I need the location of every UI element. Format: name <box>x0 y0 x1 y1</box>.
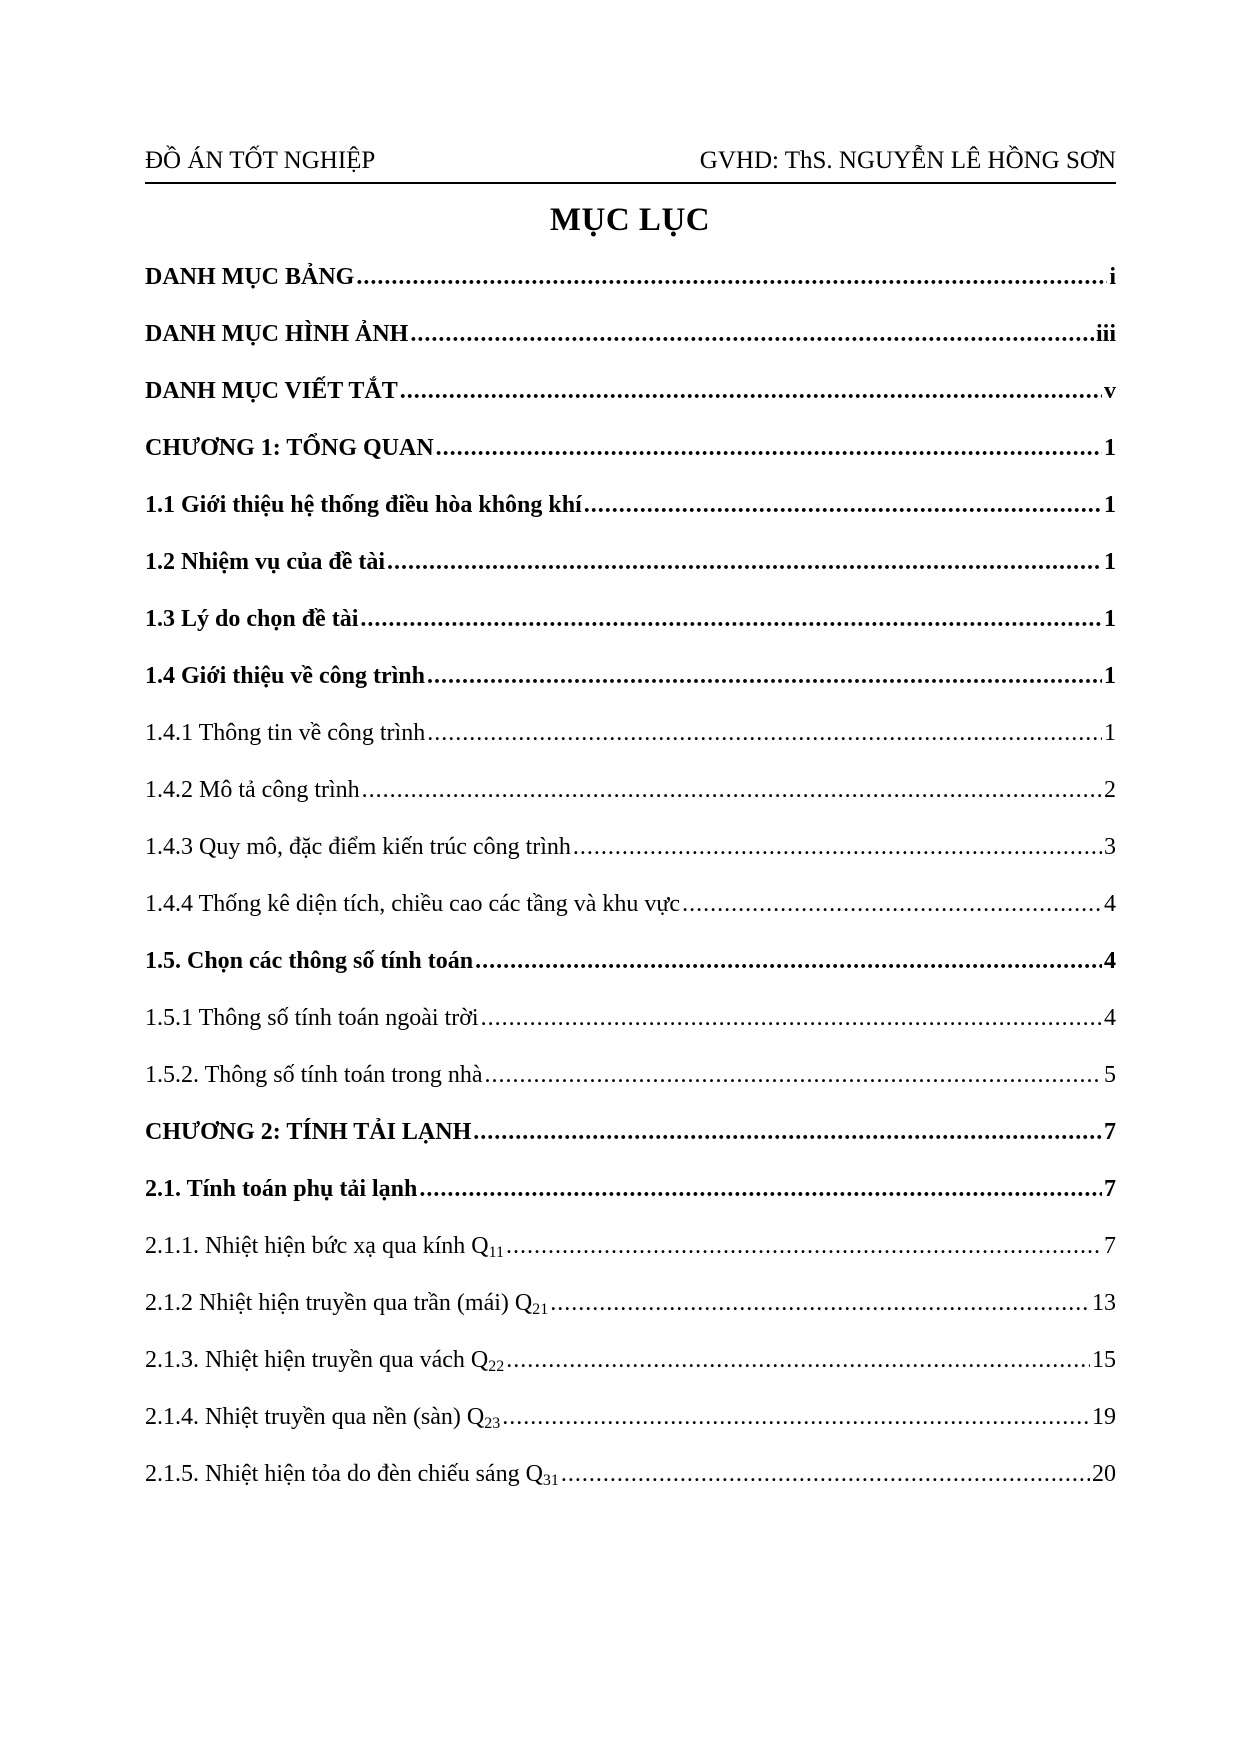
dot-leader <box>356 262 1107 292</box>
toc-entry-label <box>145 889 680 919</box>
toc-entry-text: 1.4.2 Mô tả công trình <box>145 777 360 803</box>
toc-entry-label <box>145 1288 548 1318</box>
toc-entry[interactable] <box>145 832 1116 889</box>
toc-entry-text: 1.5. Chọn các thông số tính toán <box>145 948 474 974</box>
header-supervisor: GVHD: ThS. NGUYỄN LÊ HỒNG SƠN <box>699 147 1116 174</box>
toc-entry-label <box>145 262 354 292</box>
dot-leader <box>419 1174 1102 1204</box>
toc-entry-label <box>145 718 425 748</box>
toc-entry-page-number: 15 <box>1092 1347 1116 1373</box>
toc-entry-label <box>145 1060 483 1090</box>
toc-entry[interactable] <box>145 1174 1116 1231</box>
toc-entry[interactable] <box>145 1288 1116 1345</box>
toc-entry-subscript: 23 <box>484 1415 501 1432</box>
toc-entry-page-number: v <box>1104 378 1116 404</box>
toc-entry-label <box>145 661 425 691</box>
toc-entry-page-number: 4 <box>1104 891 1116 917</box>
toc-entry-page-number: 2 <box>1104 777 1116 803</box>
dot-leader <box>436 433 1102 463</box>
toc-entry-page-number: i <box>1109 264 1116 290</box>
toc-entry-label <box>145 775 360 805</box>
toc-entry-text: 1.4 Giới thiệu về công trình <box>145 663 425 689</box>
toc-entry[interactable] <box>145 1345 1116 1402</box>
toc-entry-text: 2.1.4. Nhiệt truyền qua nền (sàn) Q <box>145 1404 485 1430</box>
toc-entry-text: 1.3 Lý do chọn đề tài <box>145 606 359 632</box>
toc-entry-page-number: 5 <box>1104 1062 1116 1088</box>
toc-entry-subscript: 21 <box>532 1301 549 1318</box>
toc-entry[interactable] <box>145 433 1116 490</box>
dot-leader <box>682 889 1102 919</box>
toc-entry-label <box>145 1117 471 1147</box>
toc-entry-page-number: 1 <box>1104 549 1116 575</box>
toc-entry-page-number: 19 <box>1092 1404 1116 1430</box>
dot-leader <box>506 1345 1090 1375</box>
toc-entry-text: 2.1.1. Nhiệt hiện bức xạ qua kính Q <box>145 1233 489 1259</box>
toc-entry-subscript: 22 <box>488 1358 505 1375</box>
toc-entry-page-number: 4 <box>1104 1005 1116 1031</box>
toc-entry-page-number: 1 <box>1104 492 1116 518</box>
dot-leader <box>550 1288 1090 1318</box>
toc-entry-text: DANH MỤC HÌNH ẢNH <box>145 321 409 347</box>
toc-entry-text: 1.4.4 Thống kê diện tích, chiều cao các tầng và khu vực <box>145 891 681 917</box>
toc-list <box>145 262 1116 1516</box>
dot-leader <box>481 1003 1102 1033</box>
toc-entry[interactable] <box>145 262 1116 319</box>
dot-leader <box>427 718 1102 748</box>
toc-entry[interactable] <box>145 1459 1116 1516</box>
toc-entry[interactable] <box>145 946 1116 1003</box>
toc-entry[interactable] <box>145 604 1116 661</box>
toc-entry-text: 1.1 Giới thiệu hệ thống điều hòa không khí <box>145 492 582 518</box>
toc-entry-page-number: 1 <box>1104 720 1116 746</box>
dot-leader <box>362 775 1102 805</box>
toc-entry-text: 1.5.1 Thông số tính toán ngoài trời <box>145 1005 479 1031</box>
toc-entry-text: 2.1. Tính toán phụ tải lạnh <box>145 1176 418 1202</box>
dot-leader <box>427 661 1102 691</box>
toc-entry-text: DANH MỤC VIẾT TẮT <box>145 378 398 404</box>
dot-leader <box>400 376 1102 406</box>
toc-entry-label <box>145 376 398 406</box>
page-header <box>145 146 1116 184</box>
toc-entry-text: 2.1.2 Nhiệt hiện truyền qua trần (mái) Q <box>145 1290 533 1316</box>
toc-entry-label <box>145 1174 417 1204</box>
dot-leader <box>360 604 1102 634</box>
toc-entry-subscript: 31 <box>542 1472 559 1489</box>
toc-entry-label <box>145 490 582 520</box>
toc-entry-page-number: 1 <box>1104 435 1116 461</box>
toc-entry[interactable] <box>145 376 1116 433</box>
toc-entry-label <box>145 1345 504 1375</box>
toc-entry[interactable] <box>145 775 1116 832</box>
toc-entry-label <box>145 946 473 976</box>
toc-entry-page-number: 3 <box>1104 834 1116 860</box>
toc-entry-label <box>145 604 358 634</box>
header-document-type: ĐỒ ÁN TỐT NGHIỆP <box>145 147 376 174</box>
toc-entry[interactable] <box>145 1060 1116 1117</box>
toc-entry[interactable] <box>145 1003 1116 1060</box>
toc-entry[interactable] <box>145 661 1116 718</box>
toc-entry-label <box>145 1231 504 1261</box>
toc-entry-page-number: 7 <box>1104 1119 1116 1145</box>
toc-entry-page-number: 1 <box>1104 606 1116 632</box>
toc-entry-text: 1.2 Nhiệm vụ của đề tài <box>145 549 385 575</box>
toc-entry[interactable] <box>145 490 1116 547</box>
toc-entry-page-number: 1 <box>1104 663 1116 689</box>
dot-leader <box>561 1459 1090 1489</box>
toc-entry[interactable] <box>145 889 1116 946</box>
toc-entry-text: 1.4.1 Thông tin về công trình <box>145 720 426 746</box>
toc-entry-text: 1.4.3 Quy mô, đặc điểm kiến trúc công trình <box>145 834 571 860</box>
toc-entry-label <box>145 1003 479 1033</box>
toc-entry-label <box>145 832 571 862</box>
dot-leader <box>584 490 1102 520</box>
toc-entry-label <box>145 547 385 577</box>
toc-entry-text: 2.1.3. Nhiệt hiện truyền qua vách Q <box>145 1347 489 1373</box>
toc-entry[interactable] <box>145 547 1116 604</box>
toc-entry[interactable] <box>145 319 1116 376</box>
toc-entry-label <box>145 433 434 463</box>
dot-leader <box>387 547 1102 577</box>
dot-leader <box>502 1402 1090 1432</box>
toc-entry-page-number: 7 <box>1104 1233 1116 1259</box>
toc-entry-text: 2.1.5. Nhiệt hiện tỏa do đèn chiếu sáng Q <box>145 1461 543 1487</box>
toc-entry[interactable] <box>145 1117 1116 1174</box>
toc-entry-text: 1.5.2. Thông số tính toán trong nhà <box>145 1062 483 1088</box>
toc-entry-subscript: 11 <box>488 1244 505 1261</box>
toc-entry-page-number: 20 <box>1092 1461 1116 1487</box>
dot-leader <box>485 1060 1102 1090</box>
toc-entry[interactable] <box>145 1231 1116 1288</box>
dot-leader <box>506 1231 1102 1261</box>
toc-entry-label <box>145 319 408 349</box>
toc-entry[interactable] <box>145 1402 1116 1459</box>
dot-leader <box>473 1117 1102 1147</box>
dot-leader <box>475 946 1102 976</box>
toc-entry-page-number: 4 <box>1104 948 1116 974</box>
toc-entry-page-number: 13 <box>1092 1290 1116 1316</box>
toc-title: MỤC LỤC <box>549 202 711 238</box>
dot-leader <box>410 319 1094 349</box>
toc-entry-page-number: 7 <box>1104 1176 1116 1202</box>
toc-entry-text: DANH MỤC BẢNG <box>145 264 355 290</box>
toc-entry-label <box>145 1459 559 1489</box>
toc-entry-label <box>145 1402 500 1432</box>
toc-entry-text: CHƯƠNG 1: TỔNG QUAN <box>145 435 434 461</box>
toc-entry[interactable] <box>145 718 1116 775</box>
toc-entry-page-number: iii <box>1095 321 1116 347</box>
toc-entry-text: CHƯƠNG 2: TÍNH TẢI LẠNH <box>145 1119 472 1145</box>
dot-leader <box>573 832 1102 862</box>
